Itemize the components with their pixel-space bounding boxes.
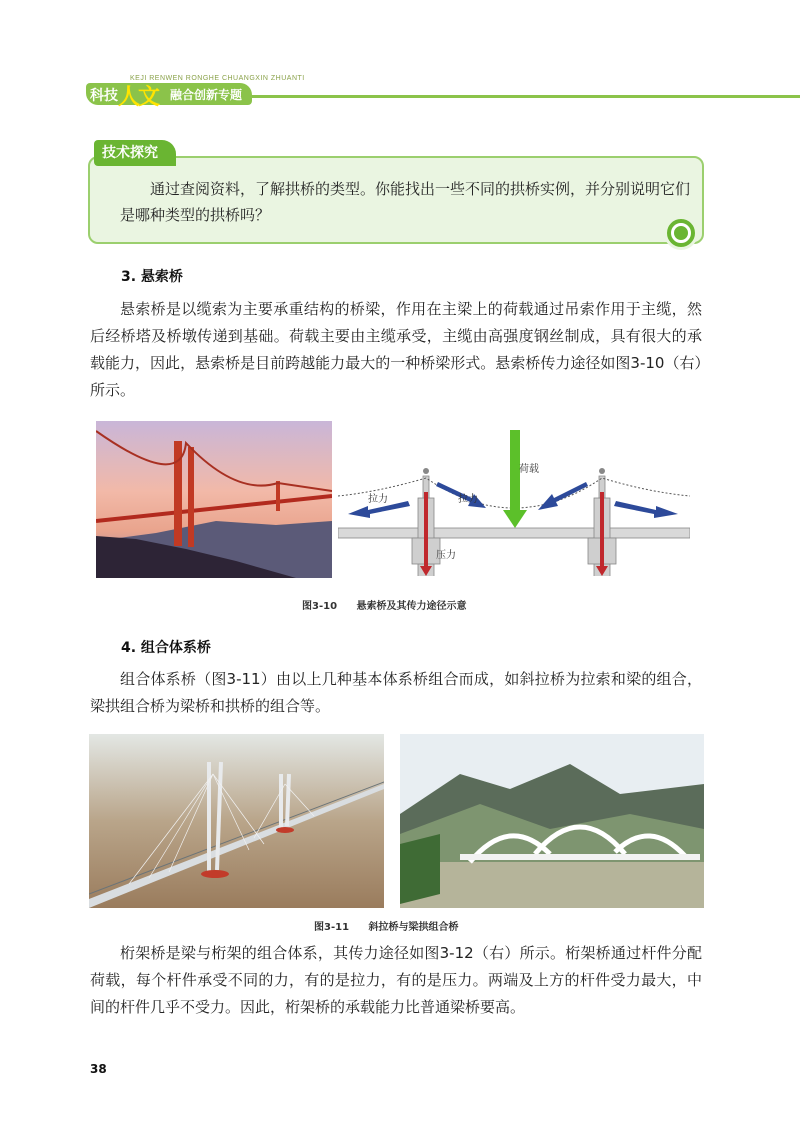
header-keji: 科技 bbox=[90, 88, 118, 104]
header-rule bbox=[250, 95, 800, 98]
header-subtitle: KEJI RENWEN RONGHE CHUANGXIN ZHUANTI bbox=[130, 75, 305, 82]
explore-text: 通过查阅资料，了解拱桥的类型。你能找出一些不同的拱桥实例，并分别说明它们是哪种类型的拱桥吗？ bbox=[120, 180, 691, 224]
explore-tab: 技术探究 bbox=[94, 140, 176, 166]
figure-310-title: 悬索桥及其传力途径示意 bbox=[356, 601, 467, 612]
paragraph-suspension: 悬索桥是以缆索为主要承重结构的桥梁，作用在主梁上的荷载通过吊索作用于主缆，然后经桥塔及桥墩传递到基础。荷载主要由主缆承受，主缆由高强度钢丝制成，具有很大的承载能力，因此，悬索桥是目前跨越能力最大的一种桥梁形式。悬索桥传力途径如图3-10（右）所示。 bbox=[90, 300, 702, 399]
paragraph-composite: 组合体系桥（图3-11）由以上几种基本体系桥组合而成，如斜拉桥为拉索和梁的组合，梁拱组合桥为梁桥和拱桥的组合等。 bbox=[90, 670, 702, 715]
page-number: 38 bbox=[90, 1062, 107, 1076]
header-topic: 融合创新专题 bbox=[170, 88, 243, 102]
section-title-composite: 4. 组合体系桥 bbox=[121, 640, 211, 656]
paragraph-truss: 桁架桥是梁与桁架的组合体系，其传力途径如图3-12（右）所示。桁架桥通过杆件分配荷载，每个杆件承受不同的力，有的是拉力，有的是压力。两端及上方的杆件受力最大，中间的杆件几乎不受力。因此，桁架桥的承载能力比普通梁桥要高。 bbox=[90, 944, 702, 1016]
label-tension-left: 拉力 bbox=[368, 494, 388, 505]
figure-310-caption bbox=[302, 597, 467, 612]
suspension-force-diagram bbox=[338, 426, 690, 576]
figure-311-title: 斜拉桥与梁拱组合桥 bbox=[368, 922, 459, 933]
beam-arch-bridge-photo bbox=[400, 734, 704, 908]
golden-gate-photo bbox=[96, 421, 332, 578]
label-tension-mid: 拉力 bbox=[458, 494, 478, 505]
header-renwen: 人文 bbox=[118, 85, 159, 110]
figure-311-caption bbox=[314, 918, 459, 933]
label-pressure: 压力 bbox=[436, 550, 456, 561]
cable-stayed-bridge-photo bbox=[89, 734, 384, 908]
figure-311-number: 图3-11 bbox=[314, 922, 350, 933]
section-title-suspension: 3. 悬索桥 bbox=[121, 269, 183, 285]
figure-310-number: 图3-10 bbox=[302, 601, 338, 612]
label-load: 荷载 bbox=[519, 464, 539, 475]
gear-icon-inner bbox=[671, 223, 691, 243]
